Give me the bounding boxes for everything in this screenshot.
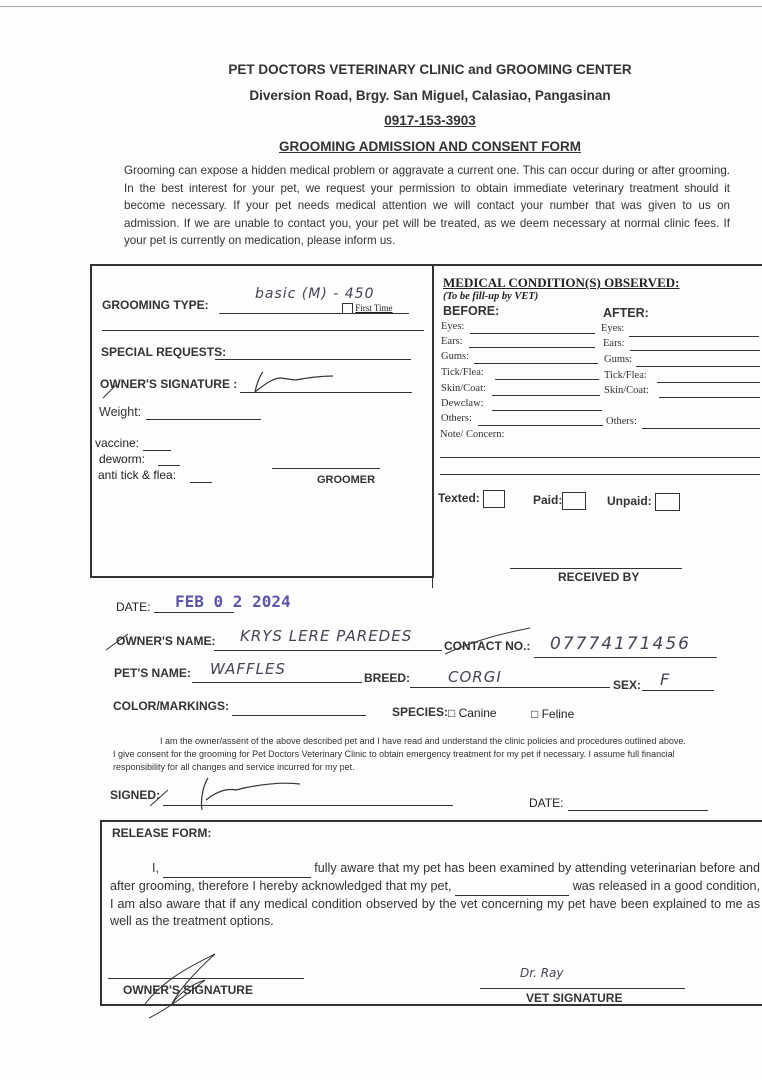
owner-signature-label: OWNER'S SIGNATURE : [100, 377, 238, 391]
date-line[interactable] [154, 612, 234, 613]
note-line[interactable] [440, 457, 760, 458]
after-label: AFTER: [603, 306, 649, 320]
color-line[interactable] [232, 715, 366, 716]
pet-name-line[interactable] [192, 682, 362, 683]
release-mid2: was released in a good condition, I am also aware that if any medical condition observed by the vet concerning my pet have been explained to me as well as the treatment options. [110, 879, 760, 928]
release-pet-blank[interactable] [455, 878, 569, 896]
before-item: Gums: [441, 351, 470, 362]
pet-name-value[interactable]: WAFFLES [210, 660, 286, 678]
before-line[interactable] [492, 395, 600, 396]
unpaid-checkbox[interactable] [655, 493, 680, 511]
owner-sig-scribble [115, 948, 235, 1020]
medical-subtitle: (To be fill-up by VET) [443, 291, 539, 302]
after-line[interactable] [629, 336, 759, 337]
before-item: Skin/Coat: [441, 383, 486, 394]
weight-line[interactable] [146, 419, 261, 420]
groomer-line[interactable] [272, 468, 380, 469]
breed-label: BREED: [364, 671, 411, 685]
signed-label: SIGNED: [110, 788, 161, 802]
paid-text: Paid: [533, 493, 563, 508]
before-item: Others: [441, 413, 472, 424]
vaccine-label: vaccine: [95, 436, 140, 450]
before-line[interactable] [469, 347, 595, 348]
after-item: Gums: [604, 354, 633, 365]
after-item: Ears: [603, 338, 625, 349]
before-item: Dewclaw: [441, 398, 484, 409]
release-start: I, [152, 861, 159, 875]
before-line[interactable] [492, 410, 602, 411]
groomer-label: GROOMER [317, 474, 376, 486]
breed-line[interactable] [410, 687, 610, 688]
antitick-line[interactable] [190, 482, 212, 483]
received-by-line[interactable] [510, 568, 682, 569]
note-label: Note/ Concern: [440, 429, 505, 440]
release-name-blank[interactable] [163, 860, 311, 878]
consent-line1: I am the owner/assent of the above described pet and I have read and understand the clinic policies and procedures outlined above. [160, 736, 686, 746]
first-time-label: First Time [355, 303, 393, 313]
feline-option[interactable]: □ Feline [531, 707, 575, 721]
release-paragraph [110, 860, 760, 930]
grooming-type-line-2 [102, 330, 424, 331]
first-time-checkbox[interactable] [342, 303, 393, 314]
before-line[interactable] [470, 333, 595, 334]
sex-label: SEX: [613, 678, 642, 692]
medical-title: MEDICAL CONDITION(S) OBSERVED: [443, 275, 680, 290]
texted-text: Texted: [438, 491, 480, 506]
owner-name-label: OWNER'S NAME: [116, 634, 216, 648]
consent-date-label: DATE: [529, 796, 564, 810]
contact-label: CONTACT NO.: [444, 639, 531, 653]
clinic-name: PET DOCTORS VETERINARY CLINIC and GROOMING CENTER [228, 62, 632, 77]
owner-name-strike [100, 620, 540, 660]
special-requests-line[interactable] [215, 359, 411, 360]
special-requests-label: SPECIAL REQUESTS: [101, 345, 227, 359]
canine-option[interactable]: □ Canine [448, 706, 497, 720]
checkbox-icon [342, 303, 353, 314]
clinic-address: Diversion Road, Brgy. San Miguel, Calasiao, Pangasinan [249, 88, 611, 103]
grooming-type-label: GROOMING TYPE: [102, 298, 209, 312]
consent-line2: I give consent for the grooming for Pet Doctors Veterinary Clinic to obtain emergency treatment for my pet if necessary. I assume full financial responsibility for all changes and service incurred for my pet. [113, 749, 675, 772]
after-item: Eyes: [601, 323, 625, 334]
clinic-phone: 0917-153-3903 [384, 113, 476, 128]
after-line[interactable] [657, 382, 760, 383]
date-label: DATE: [116, 600, 151, 614]
consent-date-line[interactable] [568, 810, 708, 811]
before-item: Eyes: [441, 321, 465, 332]
texted-checkbox[interactable] [483, 490, 505, 508]
paid-label [533, 492, 586, 510]
contact-value[interactable]: 07774171456 [550, 634, 691, 654]
before-label: BEFORE: [443, 304, 500, 318]
sex-value[interactable]: F [660, 670, 671, 689]
owner-name-value[interactable]: KRYS LERE PAREDES [240, 627, 413, 645]
before-line[interactable] [495, 379, 599, 380]
before-line[interactable] [478, 425, 603, 426]
antitick-label: anti tick & flea: [98, 468, 177, 482]
vet-sig-label: VET SIGNATURE [526, 991, 623, 1005]
contact-line[interactable] [534, 657, 717, 658]
after-line[interactable] [642, 428, 760, 429]
after-line[interactable] [659, 397, 760, 398]
vet-sig-line[interactable] [480, 988, 685, 989]
before-item: Tick/Flea: [441, 367, 484, 378]
paid-checkbox[interactable] [562, 492, 586, 510]
after-line[interactable] [630, 350, 760, 351]
after-item: Skin/Coat: [604, 385, 649, 396]
pet-name-label: PET'S NAME: [114, 666, 191, 680]
grooming-type-value[interactable]: basic (M) - 450 [255, 286, 375, 302]
release-mid1: fully aware that my pet has been examined by attending veterinarian before and after grooming, therefore I hereby acknowledged that my pet, [110, 861, 761, 893]
weight-label: Weight: [99, 405, 142, 419]
owner-sig-label: OWNER'S SIGNATURE [123, 983, 253, 997]
sex-line[interactable] [642, 690, 714, 691]
after-item: Others: [606, 416, 637, 427]
before-item: Ears: [441, 336, 463, 347]
date-stamp: FEB 0 2 2024 [175, 592, 291, 611]
deworm-line[interactable] [158, 465, 180, 466]
received-by-label: RECEIVED BY [558, 570, 640, 584]
after-line[interactable] [636, 366, 760, 367]
scan-edge [0, 6, 762, 7]
owner-signature-scribble [95, 364, 345, 404]
signed-scribble [140, 770, 310, 820]
texted-label [438, 490, 505, 508]
before-line[interactable] [474, 363, 598, 364]
unpaid-label [607, 493, 680, 511]
after-item: Tick/Flea: [604, 370, 647, 381]
breed-value[interactable]: CORGI [448, 668, 502, 686]
intro-paragraph: Grooming can expose a hidden medical problem or aggravate a current one. This can occur during or after grooming. In the best interest for your pet, we request your permission to obtain immediate veterinary treatment should it become necessary. If your pet needs medical attention we will contact your number that was given to us on admission. If we are unable to contact you, your pet will be treated, as we deem necessary at normal clinic fees. If your pet is currently on medication, please inform us. [124, 164, 730, 247]
deworm-label: deworm: [99, 452, 146, 466]
vet-sig-value: Dr. Ray [520, 966, 564, 980]
release-title: RELEASE FORM: [112, 826, 212, 840]
vaccine-line[interactable] [143, 450, 171, 451]
form-title: GROOMING ADMISSION AND CONSENT FORM [279, 139, 581, 154]
species-label: SPECIES: [392, 705, 449, 719]
color-label: COLOR/MARKINGS: [113, 699, 229, 713]
unpaid-text: Unpaid: [607, 494, 652, 509]
note-line[interactable] [440, 474, 760, 475]
